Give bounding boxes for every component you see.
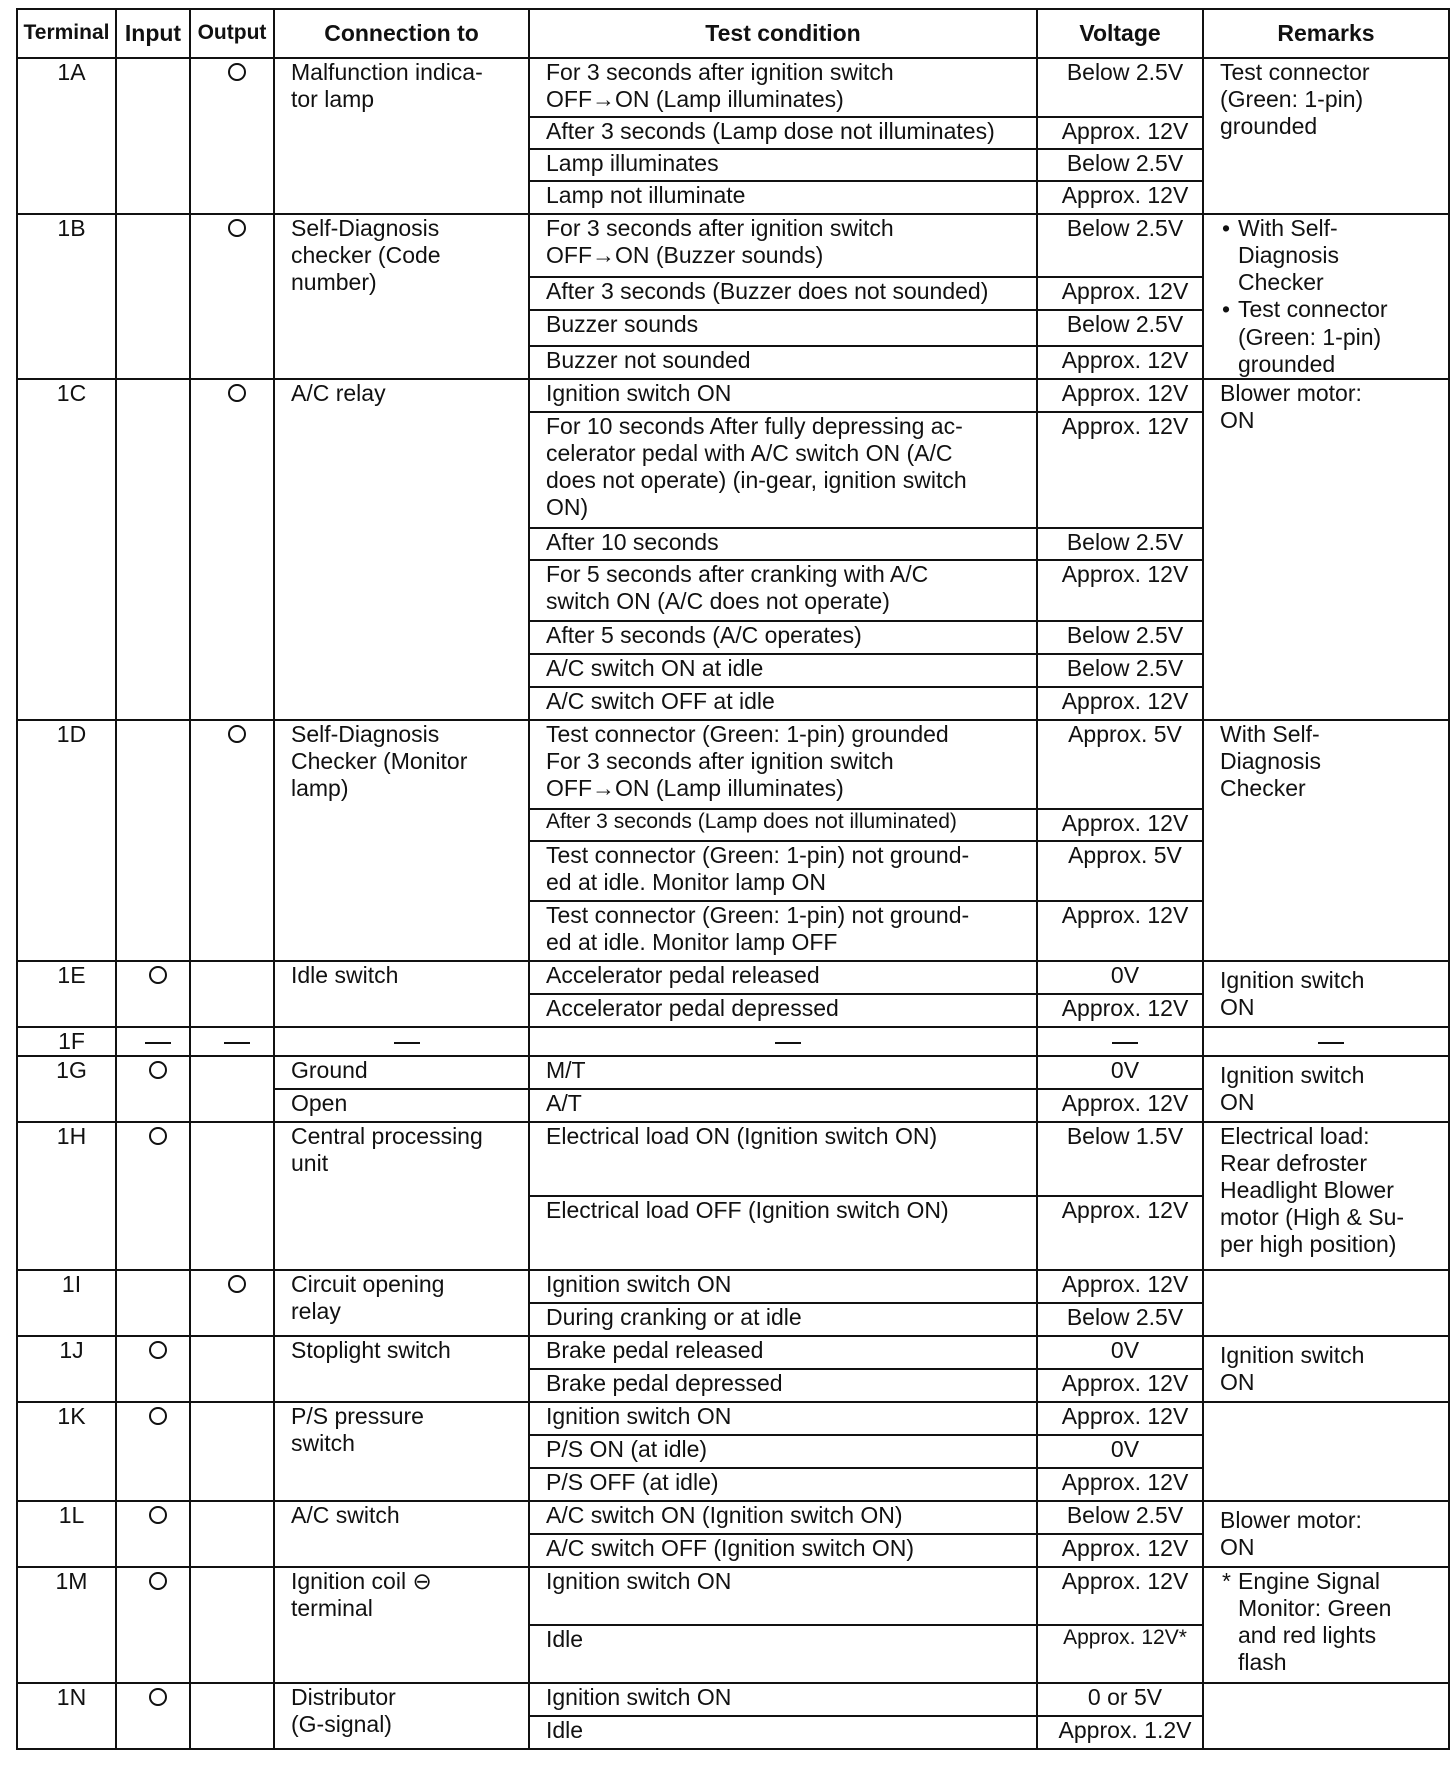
input-cell: [116, 1027, 190, 1056]
connection-cell: [274, 58, 529, 214]
remarks-cell: [1203, 1567, 1449, 1683]
voltage-cell: Approx. 12V: [1037, 412, 1203, 528]
terminal-cell: 1K: [17, 1402, 116, 1501]
terminal-cell: 1B: [17, 214, 116, 379]
remarks-cell: [1203, 1683, 1449, 1749]
header-row: [17, 9, 1449, 58]
condition-text: For 10 seconds After fully depressing ac- celerator pedal with A/C switch ON (A/C does not operate) (in-gear, ignition switch ON): [546, 412, 967, 521]
table-row: [17, 58, 1449, 117]
output-cell: [190, 1122, 274, 1270]
condition-cell: After 10 seconds: [529, 528, 1037, 560]
connection-cell: Open: [274, 1089, 529, 1122]
table-row: [17, 1402, 1449, 1435]
input-cell: [116, 58, 190, 214]
condition-cell: Ignition switch ON: [529, 1402, 1037, 1435]
dash-mark: [775, 1042, 801, 1044]
condition-cell: Accelerator pedal depressed: [529, 994, 1037, 1027]
header-connection: Connection to: [274, 9, 529, 58]
input-cell: [116, 379, 190, 720]
output-marker-icon: [228, 1275, 246, 1293]
table-row: [17, 379, 1449, 412]
condition-cell: After 3 seconds (Lamp dose not illuminates): [529, 117, 1037, 149]
condition-cell: Idle: [529, 1625, 1037, 1683]
condition-cell: A/C switch ON at idle: [529, 654, 1037, 687]
terminal-voltage-sheet: [16, 8, 1448, 1780]
connection-cell: [274, 1122, 529, 1270]
connection-text: Stoplight switch: [291, 1336, 451, 1363]
voltage-cell: Below 1.5V: [1037, 1122, 1203, 1196]
remarks-text: Test connector (Green: 1-pin) grounded: [1220, 59, 1370, 140]
connection-cell: [274, 1270, 529, 1336]
condition-cell: Ignition switch ON: [529, 1683, 1037, 1716]
remarks-text: Ignition switch ON: [1220, 1061, 1365, 1115]
table-row: [17, 1056, 1449, 1089]
table-row: [17, 214, 1449, 277]
header-output: Output: [190, 9, 274, 58]
table-row: [17, 961, 1449, 994]
condition-cell: [529, 560, 1037, 621]
condition-cell: [529, 214, 1037, 277]
voltage-cell: Below 2.5V: [1037, 1501, 1203, 1534]
voltage-cell: Approx. 5V: [1037, 720, 1203, 809]
input-cell: [116, 961, 190, 1027]
input-cell: [116, 1501, 190, 1567]
condition-cell: [529, 412, 1037, 528]
output-cell: [190, 214, 274, 379]
dash-mark: [1318, 1042, 1344, 1044]
condition-cell: Accelerator pedal released: [529, 961, 1037, 994]
voltage-cell: Approx. 12V*: [1037, 1625, 1203, 1683]
output-cell: [190, 1402, 274, 1501]
condition-text: Test connector (Green: 1-pin) not ground- ed at idle. Monitor lamp ON: [546, 841, 970, 895]
voltage-cell: Approx. 12V: [1037, 1534, 1203, 1567]
connection-text: Self-Diagnosis Checker (Monitor lamp): [291, 720, 468, 801]
condition-cell: Buzzer not sounded: [529, 346, 1037, 379]
connection-cell: [274, 1027, 529, 1056]
voltage-cell: 0V: [1037, 961, 1203, 994]
table-row: [17, 1683, 1449, 1716]
condition-text: Test connector (Green: 1-pin) not ground- ed at idle. Monitor lamp OFF: [546, 901, 970, 955]
condition-cell: Lamp not illuminate: [529, 181, 1037, 214]
condition-cell: Ignition switch ON: [529, 1567, 1037, 1625]
terminal-voltage-table: [16, 8, 1450, 1750]
remarks-cell: [1203, 214, 1449, 379]
condition-cell: [529, 841, 1037, 901]
output-cell: [190, 1501, 274, 1567]
table-row: [17, 720, 1449, 809]
remarks-bullet: • With Self- Diagnosis Checker: [1220, 215, 1442, 296]
terminal-cell: 1G: [17, 1056, 116, 1122]
terminal-cell: 1F: [17, 1027, 116, 1056]
remarks-cell: [1203, 1402, 1449, 1501]
connection-cell: [274, 379, 529, 720]
input-marker-icon: [149, 966, 167, 984]
condition-cell: During cranking or at idle: [529, 1303, 1037, 1336]
voltage-cell: 0V: [1037, 1336, 1203, 1369]
terminal-cell: 1L: [17, 1501, 116, 1567]
connection-text: Idle switch: [291, 961, 399, 988]
remarks-cell: [1203, 1501, 1449, 1567]
terminal-cell: 1I: [17, 1270, 116, 1336]
input-marker-icon: [149, 1127, 167, 1145]
voltage-cell: Below 2.5V: [1037, 214, 1203, 277]
remarks-text: Blower motor: ON: [1220, 1506, 1362, 1560]
input-cell: [116, 1402, 190, 1501]
connection-cell: [274, 214, 529, 379]
input-cell: [116, 1270, 190, 1336]
condition-cell: P/S OFF (at idle): [529, 1468, 1037, 1501]
voltage-cell: Approx. 12V: [1037, 994, 1203, 1027]
output-cell: [190, 379, 274, 720]
input-cell: [116, 1336, 190, 1402]
voltage-cell: Approx. 1.2V: [1037, 1716, 1203, 1749]
condition-cell: After 3 seconds (Lamp does not illuminated): [529, 809, 1037, 841]
voltage-cell: Below 2.5V: [1037, 528, 1203, 560]
remarks-cell: [1203, 379, 1449, 720]
voltage-cell: Approx. 12V: [1037, 1369, 1203, 1402]
condition-cell: Brake pedal released: [529, 1336, 1037, 1369]
voltage-cell: Approx. 12V: [1037, 560, 1203, 621]
remarks-footnote: * Engine Signal Monitor: Green and red lights flash: [1220, 1568, 1442, 1677]
voltage-cell: Below 2.5V: [1037, 58, 1203, 117]
header-input: Input: [116, 9, 190, 58]
condition-cell: After 5 seconds (A/C operates): [529, 621, 1037, 654]
condition-cell: P/S ON (at idle): [529, 1435, 1037, 1468]
connection-cell: [274, 1501, 529, 1567]
output-cell: [190, 720, 274, 961]
condition-cell: A/C switch OFF (Ignition switch ON): [529, 1534, 1037, 1567]
voltage-cell: Below 2.5V: [1037, 621, 1203, 654]
table-row: [17, 1122, 1449, 1196]
header-voltage: Voltage: [1037, 9, 1203, 58]
connection-text: Malfunction indica- tor lamp: [291, 59, 483, 113]
output-cell: [190, 1567, 274, 1683]
condition-cell: Brake pedal depressed: [529, 1369, 1037, 1402]
connection-cell: [274, 1402, 529, 1501]
remarks-cell: [1203, 1270, 1449, 1336]
voltage-cell: Approx. 12V: [1037, 1089, 1203, 1122]
output-marker-icon: [228, 219, 246, 237]
terminal-cell: 1A: [17, 58, 116, 214]
remarks-text: Ignition switch ON: [1220, 1341, 1365, 1395]
voltage-cell: Approx. 12V: [1037, 1402, 1203, 1435]
header-terminal: Terminal: [17, 9, 116, 58]
terminal-cell: 1E: [17, 961, 116, 1027]
dash-mark: [1112, 1042, 1138, 1044]
remarks-text: Ignition switch ON: [1220, 966, 1365, 1020]
terminal-cell: 1C: [17, 379, 116, 720]
voltage-cell: Approx. 12V: [1037, 687, 1203, 720]
voltage-cell: 0V: [1037, 1435, 1203, 1468]
input-marker-icon: [149, 1407, 167, 1425]
output-marker-icon: [228, 384, 246, 402]
condition-cell: [529, 1027, 1037, 1056]
remarks-cell: [1203, 58, 1449, 214]
connection-cell: [274, 1567, 529, 1683]
condition-cell: [529, 58, 1037, 117]
condition-cell: Lamp illuminates: [529, 149, 1037, 181]
voltage-cell: Approx. 12V: [1037, 117, 1203, 149]
voltage-cell: Approx. 12V: [1037, 1196, 1203, 1270]
remarks-cell: [1203, 1336, 1449, 1402]
voltage-cell: Approx. 12V: [1037, 1567, 1203, 1625]
condition-cell: After 3 seconds (Buzzer does not sounded): [529, 277, 1037, 310]
input-cell: [116, 214, 190, 379]
table-row: [17, 1501, 1449, 1534]
connection-text: Ignition coil ⊖ terminal: [291, 1567, 432, 1621]
voltage-cell: Approx. 12V: [1037, 346, 1203, 379]
condition-text: For 3 seconds after ignition switch OFF→ON (Lamp illuminates): [546, 59, 894, 113]
condition-cell: A/T: [529, 1089, 1037, 1122]
condition-text: For 5 seconds after cranking with A/C switch ON (A/C does not operate): [546, 560, 929, 614]
voltage-cell: Below 2.5V: [1037, 149, 1203, 181]
condition-cell: Ignition switch ON: [529, 1270, 1037, 1303]
connection-text: Circuit opening relay: [291, 1270, 445, 1324]
connection-cell: [274, 1336, 529, 1402]
condition-cell: Electrical load OFF (Ignition switch ON): [529, 1196, 1037, 1270]
condition-cell: Idle: [529, 1716, 1037, 1749]
condition-cell: Electrical load ON (Ignition switch ON): [529, 1122, 1037, 1196]
output-cell: [190, 1683, 274, 1749]
remarks-text: Blower motor: ON: [1220, 379, 1362, 433]
voltage-cell: Approx. 12V: [1037, 901, 1203, 961]
table-row: [17, 1270, 1449, 1303]
input-cell: [116, 1683, 190, 1749]
dash-mark: [394, 1042, 420, 1044]
voltage-cell: Approx. 5V: [1037, 841, 1203, 901]
voltage-cell: [1037, 1027, 1203, 1056]
dash-mark: [224, 1042, 250, 1044]
voltage-cell: Approx. 12V: [1037, 809, 1203, 841]
terminal-cell: 1J: [17, 1336, 116, 1402]
voltage-cell: Approx. 12V: [1037, 277, 1203, 310]
connection-text: P/S pressure switch: [291, 1402, 424, 1456]
output-cell: [190, 58, 274, 214]
condition-cell: A/C switch ON (Ignition switch ON): [529, 1501, 1037, 1534]
output-cell: [190, 1027, 274, 1056]
voltage-cell: Approx. 12V: [1037, 1270, 1203, 1303]
condition-cell: Buzzer sounds: [529, 310, 1037, 345]
connection-text: A/C switch: [291, 1501, 400, 1528]
output-marker-icon: [228, 63, 246, 81]
table-row: [17, 1567, 1449, 1625]
voltage-cell: Below 2.5V: [1037, 1303, 1203, 1336]
voltage-cell: 0 or 5V: [1037, 1683, 1203, 1716]
input-marker-icon: [149, 1688, 167, 1706]
condition-text: Test connector (Green: 1-pin) grounded For 3 seconds after ignition switch OFF→ON (Lamp illuminates): [546, 720, 949, 801]
condition-cell: Ignition switch ON: [529, 379, 1037, 412]
condition-text: For 3 seconds after ignition switch OFF→ON (Buzzer sounds): [546, 215, 894, 269]
output-cell: [190, 961, 274, 1027]
terminal-cell: 1M: [17, 1567, 116, 1683]
input-cell: [116, 720, 190, 961]
connection-cell: [274, 961, 529, 1027]
terminal-cell: 1N: [17, 1683, 116, 1749]
output-cell: [190, 1270, 274, 1336]
voltage-cell: 0V: [1037, 1056, 1203, 1089]
voltage-cell: Below 2.5V: [1037, 310, 1203, 345]
remarks-cell: [1203, 1122, 1449, 1270]
header-test-condition: Test condition: [529, 9, 1037, 58]
connection-text: A/C relay: [291, 379, 386, 406]
connection-cell: Ground: [274, 1056, 529, 1089]
output-marker-icon: [228, 725, 246, 743]
connection-text: Self-Diagnosis checker (Code number): [291, 215, 441, 296]
terminal-cell: 1H: [17, 1122, 116, 1270]
input-marker-icon: [149, 1506, 167, 1524]
remarks-text: Electrical load: Rear defroster Headlight Blower motor (High & Su- per high position): [1220, 1122, 1405, 1258]
input-marker-icon: [149, 1061, 167, 1079]
condition-cell: A/C switch OFF at idle: [529, 687, 1037, 720]
output-cell: [190, 1336, 274, 1402]
terminal-cell: 1D: [17, 720, 116, 961]
connection-text: Central processing unit: [291, 1122, 483, 1176]
table-row: [17, 1336, 1449, 1369]
remarks-bullet: • Test connector (Green: 1-pin) grounded: [1220, 296, 1442, 377]
input-marker-icon: [149, 1341, 167, 1359]
output-cell: [190, 1056, 274, 1122]
connection-cell: [274, 1683, 529, 1749]
voltage-cell: Below 2.5V: [1037, 654, 1203, 687]
condition-cell: [529, 720, 1037, 809]
remarks-text: With Self- Diagnosis Checker: [1220, 720, 1321, 801]
remarks-cell: [1203, 1027, 1449, 1056]
input-cell: [116, 1567, 190, 1683]
remarks-cell: [1203, 1056, 1449, 1122]
condition-cell: M/T: [529, 1056, 1037, 1089]
dash-mark: [145, 1042, 171, 1044]
condition-cell: [529, 901, 1037, 961]
input-marker-icon: [149, 1572, 167, 1590]
input-cell: [116, 1122, 190, 1270]
remarks-cell: [1203, 961, 1449, 1027]
remarks-cell: [1203, 720, 1449, 961]
table-row: [17, 1027, 1449, 1056]
connection-text: Distributor (G-signal): [291, 1683, 396, 1737]
header-remarks: Remarks: [1203, 9, 1449, 58]
input-cell: [116, 1056, 190, 1122]
voltage-cell: Approx. 12V: [1037, 181, 1203, 214]
voltage-cell: Approx. 12V: [1037, 379, 1203, 412]
connection-cell: [274, 720, 529, 961]
voltage-cell: Approx. 12V: [1037, 1468, 1203, 1501]
